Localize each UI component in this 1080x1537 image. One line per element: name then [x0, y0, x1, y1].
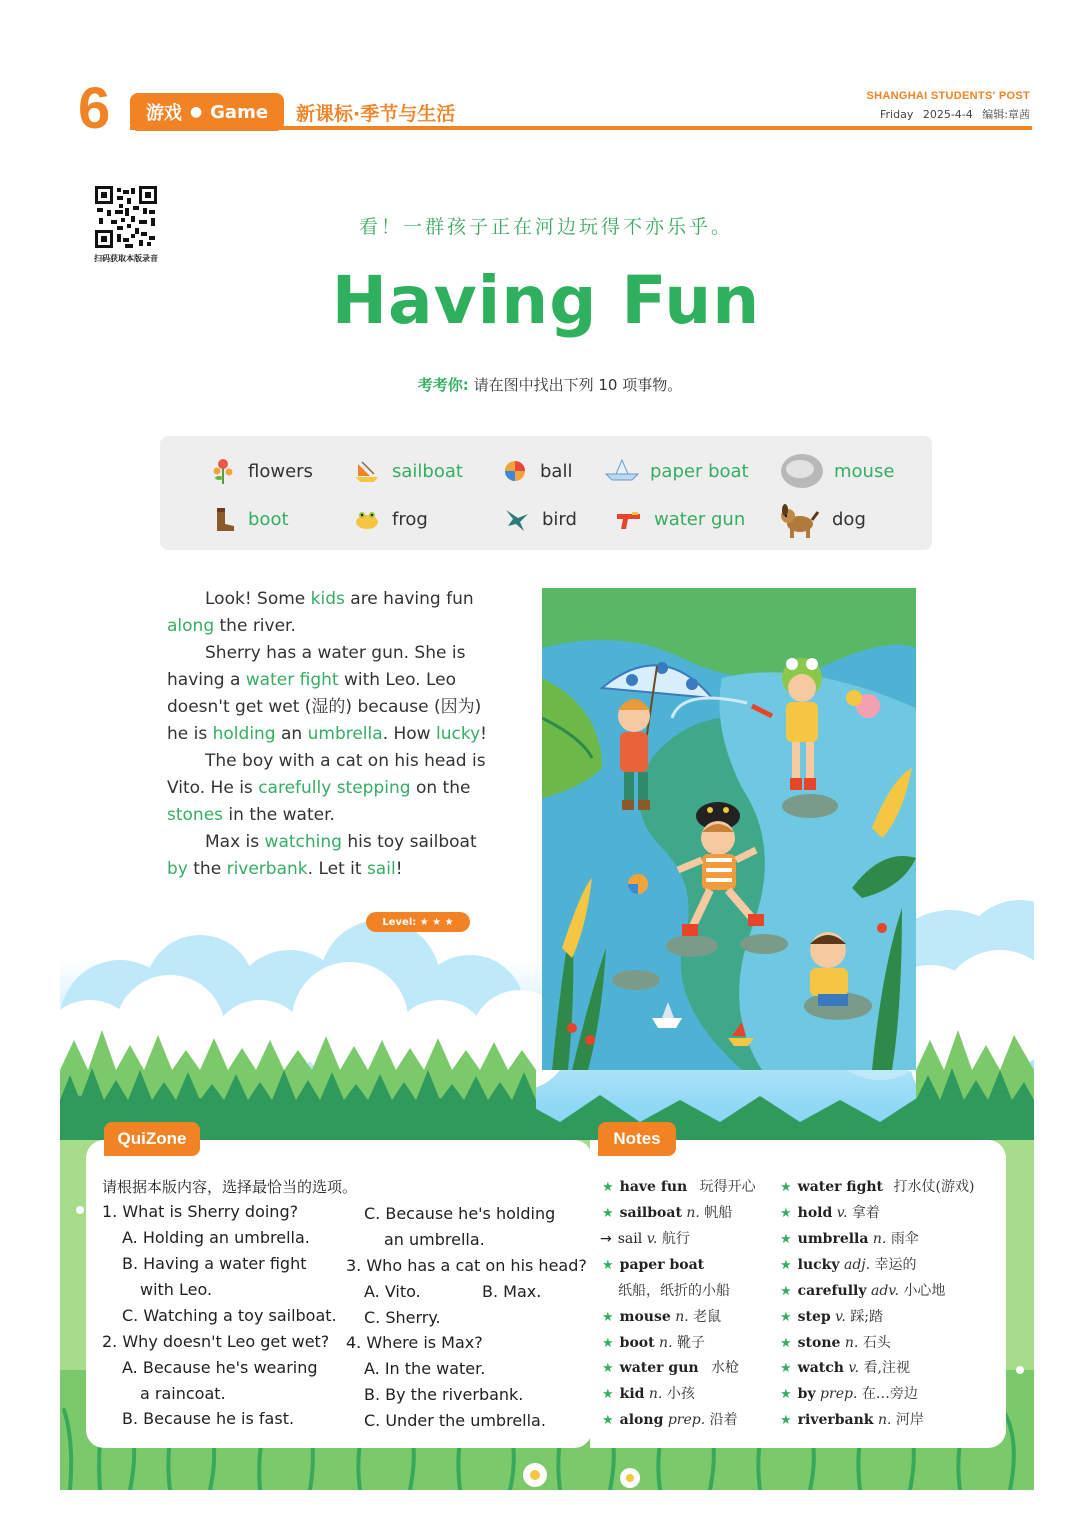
vocab-note: ★ sailboat n. 帆船	[602, 1205, 733, 1221]
arrow-right-icon: →	[600, 1231, 612, 1247]
vocab-note: ★ along prep. 沿着	[602, 1412, 738, 1428]
star-icon: ★	[780, 1206, 792, 1221]
question: 2. Why doesn't Leo get wet?	[102, 1332, 330, 1351]
word-item: boot	[208, 504, 289, 534]
reading-passage	[167, 586, 497, 883]
editor: 编辑:章茜	[982, 108, 1030, 121]
vocab-note: ★ lucky adj. 幸运的	[780, 1257, 917, 1273]
vocab-note: ★ watch v. 看,注视	[780, 1360, 911, 1376]
task-label: 考考你:	[417, 376, 469, 394]
subject-title: 新课标·季节与生活	[296, 103, 456, 125]
word-item: dog	[776, 498, 866, 540]
header-divider	[130, 126, 1032, 130]
answer-option-continued: a raincoat.	[140, 1384, 226, 1403]
word-item: frog	[352, 504, 428, 534]
answer-option[interactable]: C. Sherry.	[364, 1308, 441, 1327]
star-icon: ★	[780, 1258, 792, 1273]
water-gun-icon	[614, 504, 644, 534]
word-item: bird	[502, 504, 577, 534]
answer-option[interactable]: B. Having a water fight	[122, 1254, 307, 1273]
reading-paragraph: Sherry has a water gun. She is having a water fight with Leo. Leo doesn't get wet (湿的) because (因为) he is holding an umbrella. How lucky!	[167, 643, 487, 744]
answer-option[interactable]: B. Max.	[482, 1282, 542, 1301]
star-icon: ★	[780, 1180, 792, 1195]
answer-option[interactable]: B. By the riverbank.	[364, 1385, 524, 1404]
word-item: paper boat	[604, 456, 749, 486]
word-item: water gun	[614, 504, 745, 534]
vocab-note: ★ boot n. 靴子	[602, 1335, 705, 1351]
star-icon: ★	[780, 1413, 792, 1428]
star-icon: ★	[780, 1361, 792, 1376]
vocab-note: → sail v. 航行	[600, 1231, 690, 1247]
tagline: 看！一群孩子正在河边玩得不亦乐乎。	[358, 216, 733, 238]
level-badge: Level: ★ ★ ★	[366, 912, 470, 932]
star-icon: ★	[780, 1232, 792, 1247]
answer-option[interactable]: C. Under the umbrella.	[364, 1411, 546, 1430]
issue-day: Friday	[880, 108, 914, 121]
star-icon: ★	[602, 1361, 614, 1376]
ball-icon	[500, 456, 530, 486]
star-icon: ★	[602, 1387, 614, 1402]
star-icon: ★	[602, 1336, 614, 1351]
frog-icon	[352, 504, 382, 534]
bird-icon	[502, 504, 532, 534]
reading-paragraph: The boy with a cat on his head is Vito. He is carefully stepping on the stones in the water.	[167, 751, 486, 825]
page-number: 6	[78, 76, 111, 141]
word-item: mouse	[780, 452, 894, 490]
star-icon: ★	[780, 1387, 792, 1402]
mouse-icon	[780, 452, 824, 490]
answer-option-continued: with Leo.	[140, 1280, 213, 1299]
quiz-instruction: 请根据本版内容，选择最恰当的选项。	[102, 1178, 358, 1196]
answer-option[interactable]: A. Because he's wearing	[122, 1358, 318, 1377]
newspaper-name: SHANGHAI STUDENTS' POST	[866, 90, 1030, 102]
sailboat-icon	[352, 456, 382, 486]
reading-paragraph: Look! Some kids are having fun along the river.	[167, 589, 474, 636]
answer-option[interactable]: A. Holding an umbrella.	[122, 1228, 310, 1247]
section-cn: 游戏	[145, 103, 182, 124]
task-text: 请在图中找出下列 10 项事物。	[473, 376, 683, 394]
vocab-note: ★ paper boat	[602, 1257, 705, 1273]
vocab-note: ★ carefully adv. 小心地	[780, 1283, 946, 1299]
issue-date: 2025-4-4	[922, 108, 973, 121]
river-scene-illustration	[542, 588, 916, 1070]
answer-option[interactable]: C. Watching a toy sailboat.	[122, 1306, 337, 1325]
word-item: ball	[500, 456, 572, 486]
vocabulary-box	[160, 436, 932, 550]
word-item: sailboat	[352, 456, 463, 486]
answer-option-continued: an umbrella.	[384, 1230, 485, 1249]
answer-option[interactable]: C. Because he's holding	[364, 1204, 556, 1223]
reading-paragraph: Max is watching his toy sailboat by the riverbank. Let it sail!	[167, 832, 477, 879]
quizone-tab: QuiZone	[104, 1122, 200, 1156]
notes-tab: Notes	[598, 1122, 676, 1156]
star-icon: ★	[780, 1336, 792, 1351]
vocab-note: ★ riverbank n. 河岸	[780, 1412, 924, 1428]
vocab-note: ★ umbrella n. 雨伞	[780, 1231, 919, 1247]
bullet-dot-icon: ●	[189, 104, 203, 120]
question: 4. Where is Max?	[346, 1333, 483, 1352]
answer-option[interactable]: A. In the water.	[364, 1359, 486, 1378]
qr-caption: 扫码获取本版录音	[94, 254, 158, 263]
answer-option[interactable]: A. Vito.	[364, 1282, 421, 1301]
star-icon: ★	[602, 1310, 614, 1325]
vocab-note: ★ mouse n. 老鼠	[602, 1309, 722, 1325]
vocab-note: ★ water fight 打水仗(游戏)	[780, 1179, 975, 1195]
answer-option[interactable]: B. Because he is fast.	[122, 1409, 295, 1428]
question: 1. What is Sherry doing?	[102, 1202, 299, 1221]
task-instruction	[0, 374, 1080, 395]
star-icon: ★	[780, 1284, 792, 1299]
dog-icon	[776, 498, 822, 540]
star-icon: ★	[602, 1180, 614, 1195]
star-icon: ★	[602, 1413, 614, 1428]
vocab-note: ★ have fun 玩得开心	[602, 1179, 756, 1195]
vocab-note-continued: 纸船，纸折的小船	[618, 1283, 730, 1299]
vocab-note: ★ by prep. 在…旁边	[780, 1386, 918, 1402]
vocab-note: ★ kid n. 小孩	[602, 1386, 695, 1402]
boot-icon	[208, 504, 238, 534]
flowers-icon	[208, 456, 238, 486]
vocab-note: ★ stone n. 石头	[780, 1335, 891, 1351]
page-title: Having Fun	[331, 262, 761, 339]
star-icon: ★	[602, 1206, 614, 1221]
issue-info	[874, 106, 1030, 122]
vocab-note: ★ water gun 水枪	[602, 1360, 740, 1376]
star-icon: ★	[780, 1310, 792, 1325]
question: 3. Who has a cat on his head?	[346, 1256, 587, 1275]
word-item: flowers	[208, 456, 313, 486]
vocab-note: ★ hold v. 拿着	[780, 1205, 880, 1221]
star-icon: ★	[602, 1258, 614, 1273]
vocab-note: ★ step v. 踩;踏	[780, 1309, 884, 1325]
section-en: Game	[210, 101, 269, 123]
paper-boat-icon	[604, 456, 640, 486]
